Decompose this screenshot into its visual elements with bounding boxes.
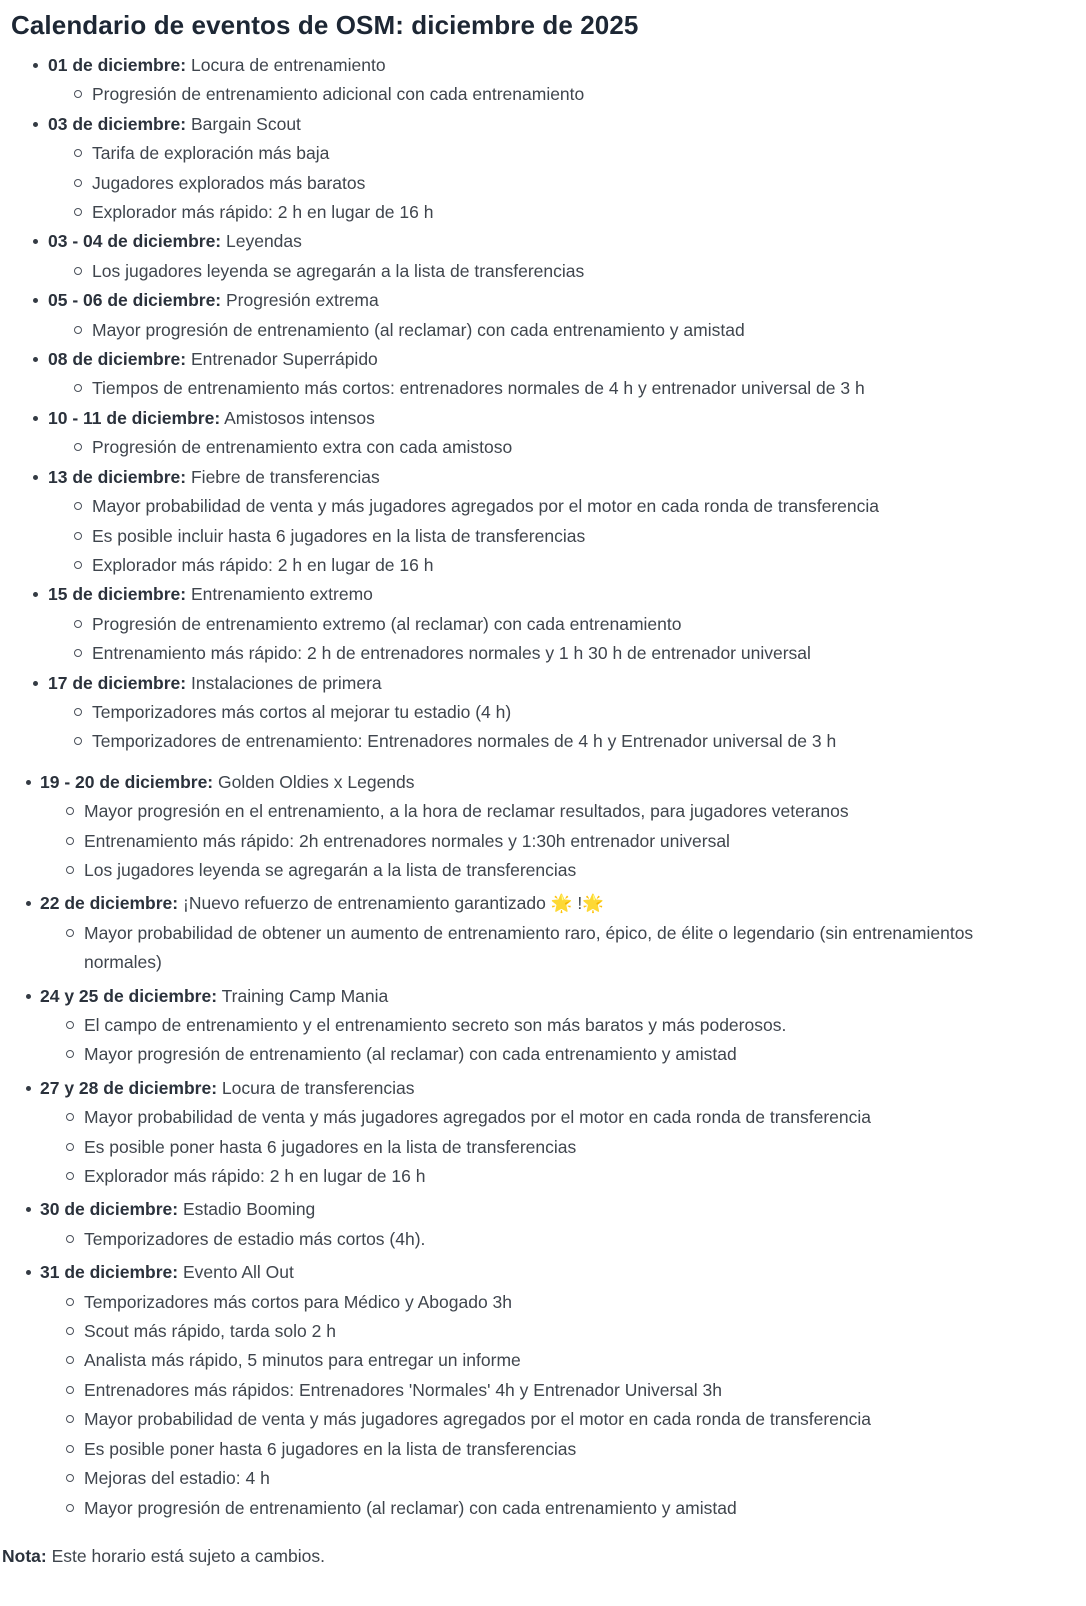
- event-item: [0, 286, 1046, 345]
- event-item: [0, 51, 1046, 110]
- detail-item: Es posible poner hasta 6 jugadores en la lista de transferencias: [40, 1133, 1046, 1162]
- event-details: [40, 1011, 1046, 1070]
- detail-item: Los jugadores leyenda se agregarán a la lista de transferencias: [40, 856, 1046, 885]
- event-item: [0, 1258, 1046, 1523]
- event-name: Evento All Out: [178, 1262, 294, 1283]
- detail-item: Progresión de entrenamiento extremo (al reclamar) con cada entrenamiento: [48, 610, 1046, 639]
- detail-item: Scout más rápido, tarda solo 2 h: [40, 1317, 1046, 1346]
- event-date: 17 de diciembre:: [48, 672, 187, 693]
- event-name: Progresión extrema: [221, 290, 379, 311]
- event-details: [48, 139, 1046, 227]
- event-date: 31 de diciembre:: [40, 1262, 179, 1283]
- detail-item: Mayor probabilidad de venta y más jugadores agregados por el motor en cada ronda de transferencia: [40, 1405, 1046, 1434]
- event-details: [40, 1225, 1046, 1254]
- event-item: [0, 768, 1046, 886]
- detail-item: Mejoras del estadio: 4 h: [40, 1464, 1046, 1493]
- detail-item: Analista más rápido, 5 minutos para entregar un informe: [40, 1346, 1046, 1375]
- event-date: 15 de diciembre:: [48, 584, 187, 605]
- event-date: 10 - 11 de diciembre:: [48, 407, 221, 428]
- page-title: Calendario de eventos de OSM: diciembre de 2025: [11, 10, 639, 40]
- event-details: [48, 433, 1046, 462]
- event-item: [0, 889, 1046, 977]
- event-details: [48, 698, 1046, 757]
- event-date: 13 de diciembre:: [48, 466, 187, 487]
- detail-item: Mayor probabilidad de venta y más jugadores agregados por el motor en cada ronda de transferencia: [48, 492, 1046, 521]
- event-item: [0, 1195, 1046, 1254]
- detail-item: Mayor probabilidad de venta y más jugadores agregados por el motor en cada ronda de transferencia: [40, 1103, 1046, 1132]
- event-name: Locura de entrenamiento: [186, 55, 386, 75]
- event-details: [48, 257, 1046, 286]
- event-details: [48, 492, 1046, 580]
- detail-item: Temporizadores más cortos al mejorar tu estadio (4 h): [48, 698, 1046, 727]
- detail-item: Tiempos de entrenamiento más cortos: entrenadores normales de 4 h y entrenador universal de 3 h: [48, 374, 1046, 403]
- event-date: 30 de diciembre:: [40, 1199, 179, 1220]
- event-name: Entrenador Superrápido: [186, 349, 378, 370]
- detail-item: Explorador más rápido: 2 h en lugar de 16 h: [48, 198, 1046, 227]
- event-name: Entrenamiento extremo: [186, 584, 373, 605]
- event-name: Amistosos intensos: [220, 407, 375, 428]
- note-body: Este horario está sujeto a cambios.: [51, 1545, 325, 1566]
- event-list: [0, 51, 1046, 757]
- event-item: [0, 345, 1046, 404]
- detail-item: Entrenadores más rápidos: Entrenadores 'Normales' 4h y Entrenador Universal 3h: [40, 1376, 1046, 1405]
- detail-item: Mayor progresión en el entrenamiento, a la hora de reclamar resultados, para jugadores veteranos: [40, 797, 1046, 826]
- event-item: [0, 110, 1046, 228]
- event-details: [40, 919, 1046, 978]
- event-date: 19 - 20 de diciembre:: [40, 771, 214, 792]
- event-name: Estadio Booming: [178, 1199, 316, 1220]
- event-date: 05 - 06 de diciembre:: [48, 290, 222, 311]
- event-date: 01 de diciembre:: [48, 55, 187, 75]
- event-date: 22 de diciembre:: [40, 893, 179, 914]
- event-details: [40, 1288, 1046, 1523]
- note: [2, 1542, 1046, 1571]
- event-name: Training Camp Mania: [217, 985, 389, 1006]
- event-date: 08 de diciembre:: [48, 349, 187, 370]
- detail-item: El campo de entrenamiento y el entrenamiento secreto son más baratos y más poderosos.: [40, 1011, 1046, 1040]
- event-date: 03 - 04 de diciembre:: [48, 231, 222, 252]
- detail-item: Mayor progresión de entrenamiento (al reclamar) con cada entrenamiento y amistad: [40, 1494, 1046, 1523]
- detail-item: Es posible poner hasta 6 jugadores en la lista de transferencias: [40, 1435, 1046, 1464]
- event-name: Fiebre de transferencias: [186, 466, 380, 487]
- detail-item: Jugadores explorados más baratos: [48, 169, 1046, 198]
- event-details: [40, 797, 1046, 885]
- detail-item: Progresión de entrenamiento adicional con cada entrenamiento: [48, 80, 1046, 109]
- detail-item: Explorador más rápido: 2 h en lugar de 16 h: [48, 551, 1046, 580]
- event-date: 24 y 25 de diciembre:: [40, 985, 218, 1006]
- event-item: [0, 404, 1046, 463]
- event-details: [48, 80, 1046, 109]
- event-item: [0, 1074, 1046, 1192]
- detail-item: Explorador más rápido: 2 h en lugar de 16 h: [40, 1162, 1046, 1191]
- detail-item: Los jugadores leyenda se agregarán a la lista de transferencias: [48, 257, 1046, 286]
- event-details: [48, 610, 1046, 669]
- event-item: [0, 669, 1046, 757]
- event-name: Instalaciones de primera: [186, 672, 382, 693]
- detail-item: Temporizadores de entrenamiento: Entrenadores normales de 4 h y Entrenador universal de 3 h: [48, 727, 1046, 756]
- event-list: [0, 768, 1046, 1523]
- detail-item: Mayor progresión de entrenamiento (al reclamar) con cada entrenamiento y amistad: [40, 1040, 1046, 1069]
- event-item: [0, 580, 1046, 668]
- detail-item: Progresión de entrenamiento extra con cada amistoso: [48, 433, 1046, 462]
- event-item: [0, 227, 1046, 286]
- event-item: [0, 982, 1046, 1070]
- detail-item: Entrenamiento más rápido: 2h entrenadores normales y 1:30h entrenador universal: [40, 827, 1046, 856]
- detail-item: Mayor progresión de entrenamiento (al reclamar) con cada entrenamiento y amistad: [48, 316, 1046, 345]
- detail-item: Temporizadores de estadio más cortos (4h).: [40, 1225, 1046, 1254]
- detail-item: Entrenamiento más rápido: 2 h de entrenadores normales y 1 h 30 h de entrenador universal: [48, 639, 1046, 668]
- note-label: Nota:: [2, 1545, 47, 1566]
- detail-item: Mayor probabilidad de obtener un aumento de entrenamiento raro, épico, de élite o legendario (sin entrenamientos normales): [40, 919, 1046, 978]
- detail-item: Temporizadores más cortos para Médico y Abogado 3h: [40, 1288, 1046, 1317]
- event-details: [48, 374, 1046, 403]
- event-date: 27 y 28 de diciembre:: [40, 1077, 218, 1098]
- event-name: Leyendas: [221, 231, 302, 252]
- event-name: Locura de transferencias: [217, 1077, 415, 1098]
- event-name: ¡Nuevo refuerzo de entrenamiento garantizado 🌟 !🌟: [178, 893, 605, 914]
- event-date: 03 de diciembre:: [48, 113, 187, 134]
- event-details: [40, 1103, 1046, 1191]
- event-item: [0, 463, 1046, 581]
- detail-item: Tarifa de exploración más baja: [48, 139, 1046, 168]
- event-name: Bargain Scout: [186, 113, 301, 134]
- event-groups: [0, 51, 1046, 1523]
- event-details: [48, 316, 1046, 345]
- event-name: Golden Oldies x Legends: [213, 771, 415, 792]
- detail-item: Es posible incluir hasta 6 jugadores en la lista de transferencias: [48, 522, 1046, 551]
